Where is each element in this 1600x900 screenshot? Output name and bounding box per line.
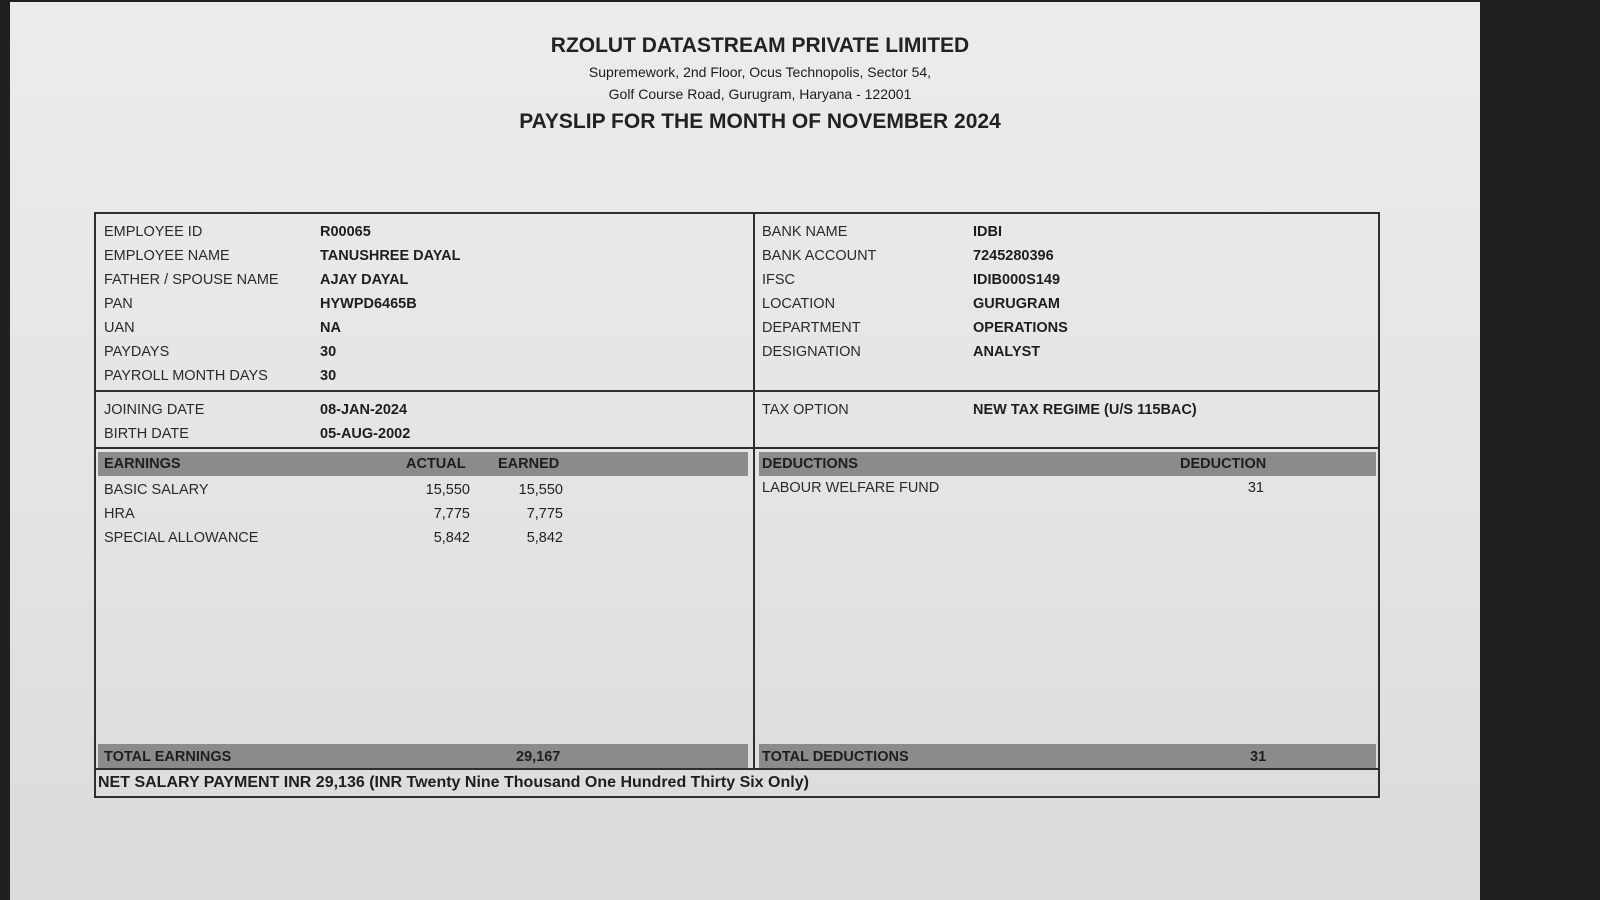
department-value: OPERATIONS <box>973 320 1068 336</box>
employee-name-label: EMPLOYEE NAME <box>104 248 230 264</box>
earnings-actual-header: ACTUAL <box>406 456 466 472</box>
birth-date-label: BIRTH DATE <box>104 426 189 442</box>
uan-label: UAN <box>104 320 135 336</box>
payslip-page <box>10 2 1480 900</box>
earning-basic-actual: 15,550 <box>425 482 470 498</box>
center-divider <box>753 212 755 768</box>
ifsc-value: IDIB000S149 <box>973 272 1061 288</box>
payroll-month-days-value: 30 <box>320 368 337 384</box>
divider-employee-dates <box>94 390 1380 392</box>
earning-hra-earned: 7,775 <box>526 506 563 522</box>
total-deductions-label: TOTAL DEDUCTIONS <box>762 749 909 765</box>
pan-value: HYWPD6465B <box>320 296 417 312</box>
tax-option-value: NEW TAX REGIME (U/S 115BAC) <box>973 402 1197 418</box>
ifsc-label: IFSC <box>762 272 796 288</box>
earnings-header: EARNINGS <box>104 456 181 472</box>
earning-special-actual: 5,842 <box>433 530 470 546</box>
earning-basic-earned: 15,550 <box>518 482 563 498</box>
deduction-column-header: DEDUCTION <box>1180 456 1267 472</box>
employee-name-value: TANUSHREE DAYAL <box>320 248 461 264</box>
company-address-line1: Supremework, 2nd Floor, Ocus Technopolis, Sector 54, <box>588 64 932 80</box>
paydays-value: 30 <box>320 344 337 360</box>
bank-name-value: IDBI <box>973 224 1002 240</box>
father-spouse-value: AJAY DAYAL <box>320 272 409 288</box>
tax-option-label: TAX OPTION <box>762 402 849 418</box>
earnings-earned-header: EARNED <box>498 456 560 472</box>
designation-label: DESIGNATION <box>762 344 861 360</box>
deduction-labour-welfare-amount: 31 <box>1247 480 1264 496</box>
joining-date-label: JOINING DATE <box>104 402 205 418</box>
earning-row-special-allowance: SPECIAL ALLOWANCE <box>104 530 259 546</box>
uan-value: NA <box>320 320 341 336</box>
total-deductions-value: 31 <box>1250 749 1267 765</box>
employee-id-value: R00065 <box>320 224 371 240</box>
deduction-row-labour-welfare-fund: LABOUR WELFARE FUND <box>762 480 940 496</box>
earning-row-hra: HRA <box>104 506 135 522</box>
birth-date-value: 05-AUG-2002 <box>320 426 411 442</box>
company-address-line2: Golf Course Road, Gurugram, Haryana - 122001 <box>608 86 912 102</box>
bank-name-label: BANK NAME <box>762 224 848 240</box>
company-name: RZOLUT DATASTREAM PRIVATE LIMITED <box>550 34 970 57</box>
divider-dates-earnings <box>94 447 1380 449</box>
father-spouse-label: FATHER / SPOUSE NAME <box>104 272 279 288</box>
net-salary-payment: NET SALARY PAYMENT INR 29,136 (INR Twenty Nine Thousand One Hundred Thirty Six Only) <box>98 774 809 791</box>
paydays-label: PAYDAYS <box>104 344 170 360</box>
bank-account-value: 7245280396 <box>973 248 1054 264</box>
total-earnings-value: 29,167 <box>516 749 561 765</box>
deductions-header: DEDUCTIONS <box>762 456 858 472</box>
employee-id-label: EMPLOYEE ID <box>104 224 203 240</box>
designation-value: ANALYST <box>973 344 1041 360</box>
bank-account-label: BANK ACCOUNT <box>762 248 877 264</box>
pan-label: PAN <box>104 296 133 312</box>
payslip-table <box>94 212 1380 798</box>
earning-special-earned: 5,842 <box>526 530 563 546</box>
location-label: LOCATION <box>762 296 836 312</box>
divider-totals-net <box>94 768 1380 770</box>
department-label: DEPARTMENT <box>762 320 861 336</box>
payroll-month-days-label: PAYROLL MONTH DAYS <box>104 368 268 384</box>
location-value: GURUGRAM <box>973 296 1060 312</box>
payslip-title: PAYSLIP FOR THE MONTH OF NOVEMBER 2024 <box>519 110 1001 133</box>
total-earnings-label: TOTAL EARNINGS <box>104 749 232 765</box>
joining-date-value: 08-JAN-2024 <box>320 402 408 418</box>
earning-row-basic-salary: BASIC SALARY <box>104 482 209 498</box>
earning-hra-actual: 7,775 <box>433 506 470 522</box>
